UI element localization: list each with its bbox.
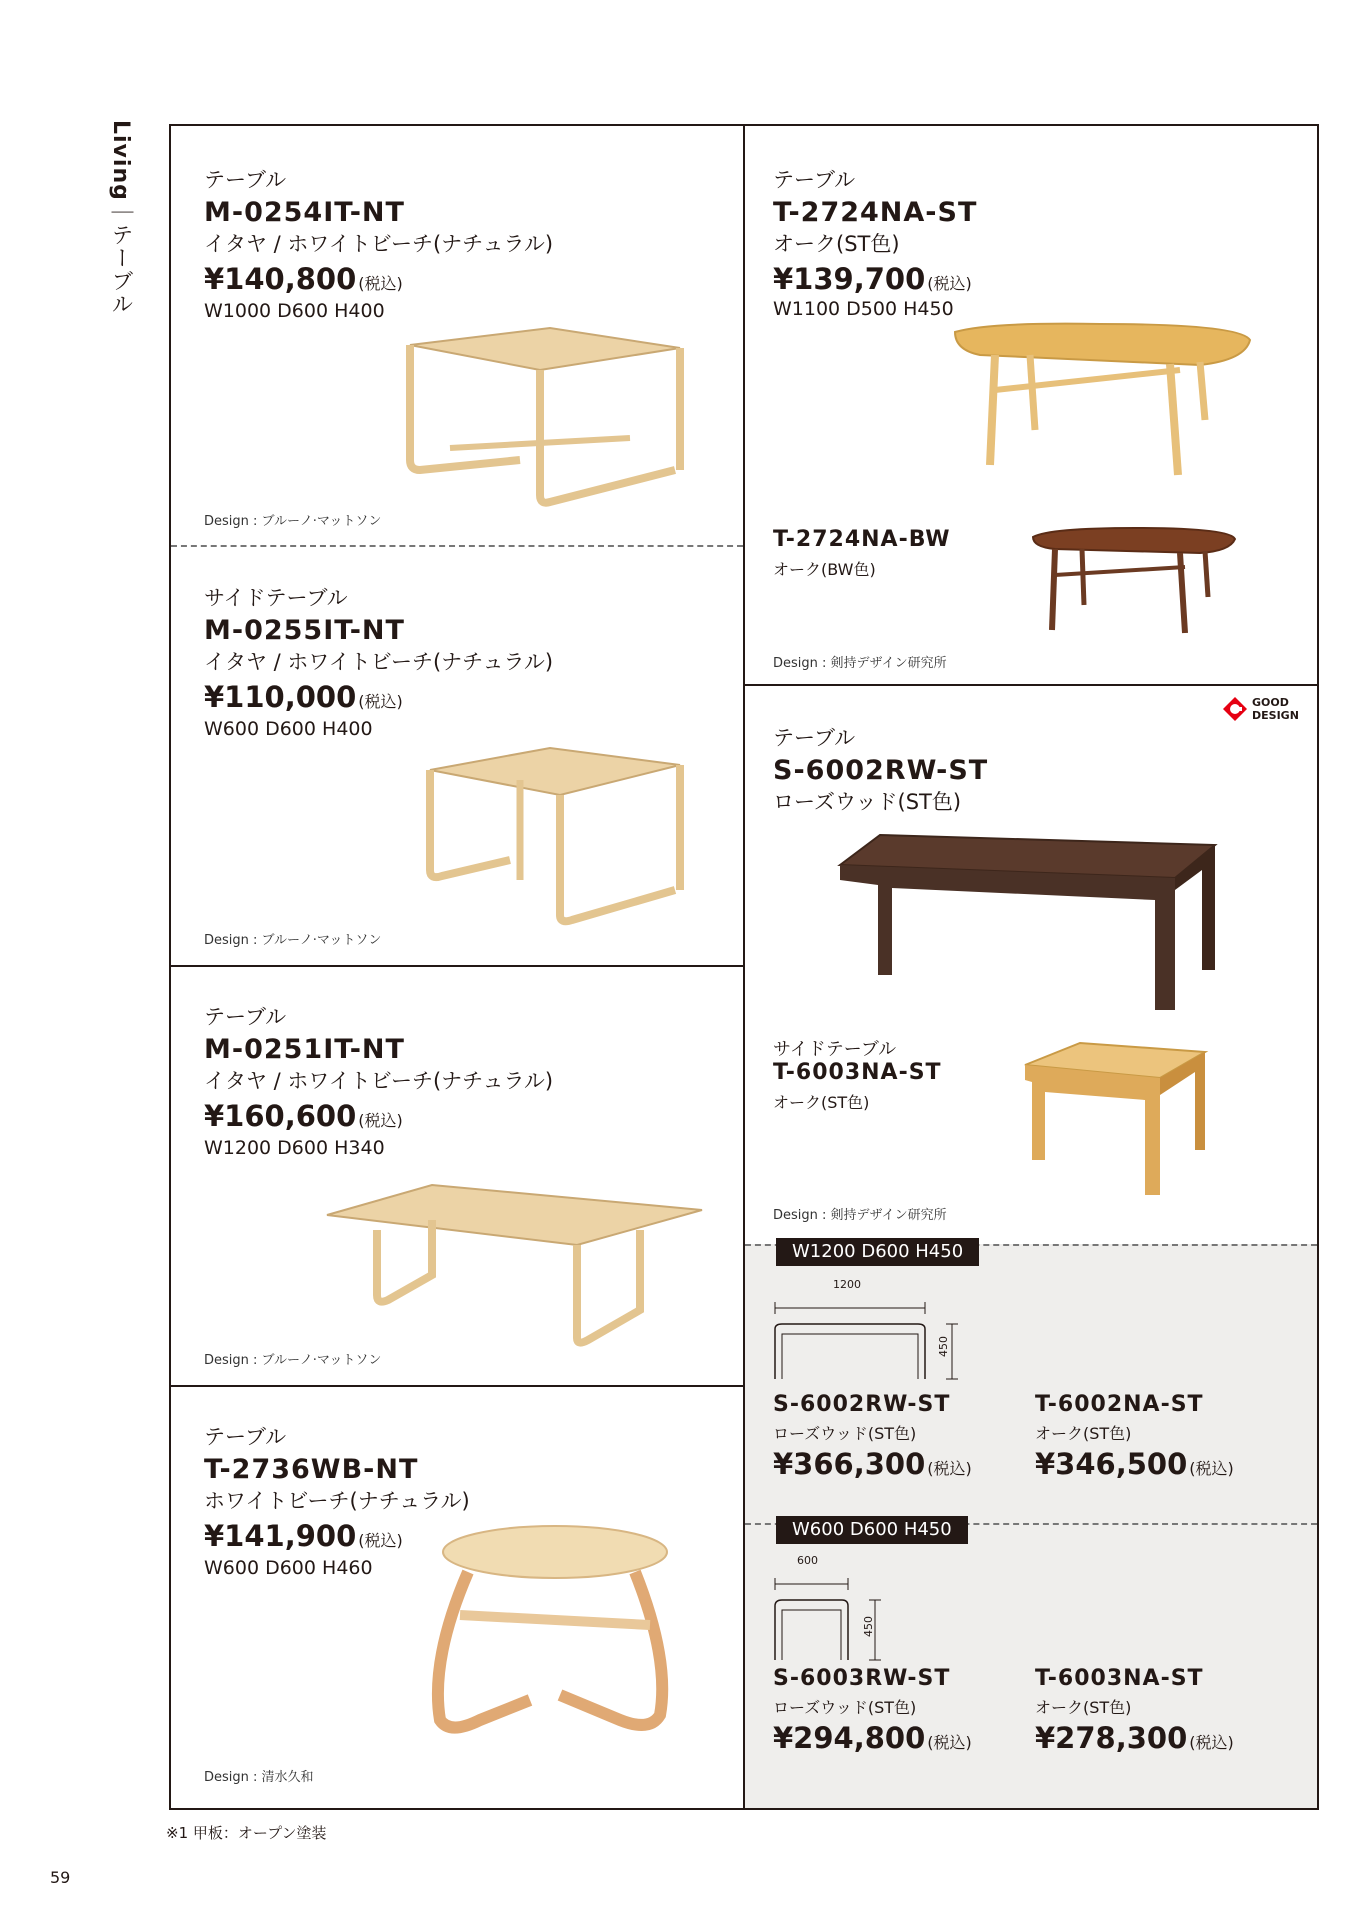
product-price: ¥139,700 (税込) [773, 262, 972, 296]
variant-code: T-2724NA-BW [773, 527, 951, 552]
size-item-code: S-6002RW-ST [773, 1392, 951, 1417]
product-dimensions: W600 D600 H460 [204, 1557, 373, 1579]
table-image-s6002 [830, 830, 1220, 1015]
designer-credit: Design : ブルーノ·マットソン [204, 514, 382, 529]
side-product-material: オーク(ST色) [773, 1093, 870, 1112]
dimension-width-label: 600 [797, 1554, 818, 1567]
size-item-price: ¥278,300 (税込) [1035, 1721, 1234, 1755]
product-material: イタヤ / ホワイトビーチ(ナチュラル) [204, 232, 554, 256]
product-material: ホワイトビーチ(ナチュラル) [204, 1489, 470, 1513]
table-image-m0255 [420, 740, 690, 930]
side-product-code: T-6003NA-ST [773, 1060, 942, 1085]
row-divider-left-2 [169, 1385, 745, 1387]
product-category: テーブル [773, 726, 856, 750]
designer-credit: Design : 清水久和 [204, 1770, 314, 1785]
product-code: T-2736WB-NT [204, 1454, 419, 1485]
product-price: ¥140,800 (税込) [204, 262, 403, 296]
product-code: T-2724NA-ST [773, 197, 978, 228]
product-material: イタヤ / ホワイトビーチ(ナチュラル) [204, 650, 554, 674]
product-category: テーブル [204, 1005, 287, 1029]
size-tag-large: W1200 D600 H450 [776, 1238, 979, 1266]
product-price: ¥160,600 (税込) [204, 1099, 403, 1133]
footnote: ※1 甲板：オープン塗装 [166, 1824, 327, 1842]
size-item-code: T-6003NA-ST [1035, 1666, 1204, 1691]
dimension-height-label: 450 [862, 1616, 875, 1637]
dashed-divider-left [171, 545, 743, 547]
product-category: テーブル [204, 1425, 287, 1449]
column-divider [743, 124, 745, 1810]
product-code: S-6002RW-ST [773, 755, 989, 786]
dimension-diagram-large [770, 1284, 970, 1384]
dimension-diagram-small [770, 1560, 900, 1665]
size-item-material: オーク(ST色) [1035, 1698, 1132, 1717]
product-category: サイドテーブル [204, 586, 348, 610]
side-product-category: サイドテーブル [773, 1039, 897, 1060]
designer-credit: Design : ブルーノ·マットソン [204, 933, 382, 948]
product-dimensions: W1200 D600 H340 [204, 1137, 385, 1159]
product-price: ¥110,000 (税込) [204, 680, 403, 714]
size-item-price: ¥294,800 (税込) [773, 1721, 972, 1755]
designer-credit: Design : 剣持デザイン研究所 [773, 656, 947, 671]
size-item-code: T-6002NA-ST [1035, 1392, 1204, 1417]
designer-credit: Design : ブルーノ·マットソン [204, 1353, 382, 1368]
product-code: M-0254IT-NT [204, 197, 405, 228]
table-image-t2736 [420, 1520, 690, 1750]
product-dimensions: W1000 D600 H400 [204, 300, 385, 322]
row-divider-right-1 [743, 684, 1319, 686]
product-code: M-0255IT-NT [204, 615, 405, 646]
size-tag-small: W600 D600 H450 [776, 1516, 968, 1544]
designer-credit: Design : 剣持デザイン研究所 [773, 1208, 947, 1223]
good-design-logo-icon [1222, 696, 1248, 722]
table-image-t2724-bw [1030, 525, 1240, 635]
product-dimensions: W1100 D500 H450 [773, 298, 954, 320]
table-image-m0251 [322, 1180, 707, 1350]
page-number: 59 [50, 1868, 71, 1887]
section-label: Living｜テーブル [108, 120, 133, 316]
product-material: イタヤ / ホワイトビーチ(ナチュラル) [204, 1069, 554, 1093]
size-item-material: オーク(ST色) [1035, 1424, 1132, 1443]
product-code: M-0251IT-NT [204, 1034, 405, 1065]
table-image-t6003 [1020, 1040, 1210, 1200]
size-item-code: S-6003RW-ST [773, 1666, 951, 1691]
variant-material: オーク(BW色) [773, 560, 876, 579]
dimension-height-label: 450 [937, 1336, 950, 1357]
product-category: テーブル [204, 168, 287, 192]
product-dimensions: W600 D600 H400 [204, 718, 373, 740]
product-material: ローズウッド(ST色) [773, 790, 962, 814]
row-divider-left-1 [169, 965, 745, 967]
product-price: ¥141,900 (税込) [204, 1519, 403, 1553]
size-item-material: ローズウッド(ST色) [773, 1424, 917, 1443]
size-item-price: ¥346,500 (税込) [1035, 1447, 1234, 1481]
product-material: オーク(ST色) [773, 232, 900, 256]
size-item-material: ローズウッド(ST色) [773, 1698, 917, 1717]
good-design-mark: GOOD DESIGN [1222, 696, 1299, 722]
table-image-m0254 [390, 320, 700, 515]
dimension-width-label: 1200 [833, 1278, 861, 1291]
product-category: テーブル [773, 168, 856, 192]
size-item-price: ¥366,300 (税込) [773, 1447, 972, 1481]
table-image-t2724-st [950, 320, 1260, 480]
